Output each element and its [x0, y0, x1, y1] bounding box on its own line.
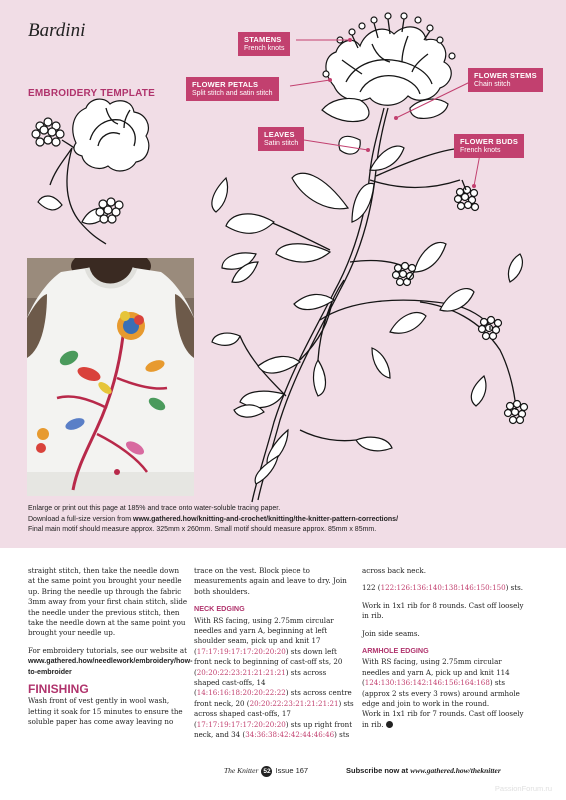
col2-p2-m: ) sts	[334, 730, 350, 740]
label-petals	[186, 77, 279, 101]
col1-paragraph-2	[28, 645, 193, 677]
note-download-prefix: Download a full-size version from	[28, 515, 134, 523]
bud-cluster-4	[505, 401, 528, 424]
label-stems-name: FLOWER STEMS	[474, 71, 537, 80]
finishing-heading: FINISHING	[28, 682, 89, 697]
label-stems-stitch: Chain stitch	[474, 81, 511, 88]
col2-p2-f: 14:16:16:18:20:20:22:22	[196, 688, 286, 698]
label-stamens	[238, 32, 290, 56]
note-download	[28, 515, 548, 526]
label-stems	[468, 68, 543, 92]
label-buds-stitch: French knots	[460, 147, 501, 154]
col3-p2-a: 122 (	[362, 583, 381, 593]
col2-paragraph-1: trace on the vest. Block piece to measurements again and leave to dry. Join both shoulders.	[194, 566, 347, 596]
col2-p2-k: ) sts up right front neck, and 34 (	[194, 719, 353, 740]
col3-p2-c: ) sts.	[505, 583, 524, 593]
watermark: PassionForum.ru	[494, 784, 552, 793]
neck-edging-heading: NECK EDGING	[194, 604, 245, 614]
section-heading: EMBROIDERY TEMPLATE	[28, 88, 155, 99]
column-1	[28, 566, 193, 735]
label-buds-name: FLOWER BUDS	[460, 137, 519, 146]
footer-issue-number: Issue 167	[275, 766, 309, 775]
vest-photo	[27, 258, 194, 496]
col3-p5-c: ) sts (approx 2 sts every 3 rows) around armhole edge and join to work in the round.	[362, 678, 520, 709]
label-leaves-stitch: Satin stitch	[264, 140, 299, 147]
col3-paragraph-5	[362, 657, 530, 709]
bud-cluster-1	[455, 187, 479, 211]
end-mark-icon	[386, 721, 393, 728]
col2-p2-a: With RS facing, using 2.75mm circular needles and yarn A, beginning at left shoulder seam, pick up and knit 17 (	[194, 615, 334, 656]
col2-p2-j: 17:17:19:17:17:20:20:20	[196, 719, 286, 729]
col1-paragraph-3: Wash front of vest gently in wool wash, letting it soak for 15 minutes to ensure the soluble paper has come away leaving no	[28, 696, 183, 727]
col2-p2-e: ) sts across shaped cast-offs, 14 (	[194, 667, 327, 698]
col2-paragraph-2	[194, 616, 354, 741]
label-petals-name: FLOWER PETALS	[192, 80, 259, 89]
col1-p2-prefix: For embroidery tutorials, see our website at	[28, 645, 187, 655]
col2-p2-b: 17:17:19:17:17:20:20:20	[196, 646, 286, 656]
page-title: Bardini	[28, 20, 86, 41]
footer-issue	[224, 766, 308, 777]
column-3	[362, 566, 530, 737]
col2-p2-l: 34:36:38:42:42:44:46:46	[245, 730, 335, 740]
subscribe-link[interactable]: www.gathered.how/theknitter	[410, 766, 501, 775]
footer-magazine: The Knitter	[224, 766, 259, 775]
col3-paragraph-4: Join side seams.	[362, 628, 420, 638]
col3-paragraph-2	[362, 583, 530, 593]
col3-p2-b: 122:126:136:140:138:146:150:150	[380, 583, 506, 593]
label-buds	[454, 134, 524, 158]
label-stamens-stitch: French knots	[244, 45, 285, 52]
page-number: 52	[263, 768, 271, 775]
col2-p2-h: 20:20:22:23:21:21:21:21	[249, 698, 339, 708]
col3-p5-b: 124:130:136:142:146:156:164:168	[364, 678, 490, 688]
col3-p5-a: With RS facing, using 2.75mm circular needles and yarn A, pick up and knit 114 (	[362, 657, 510, 688]
tutorial-link[interactable]: www.gathered.how/needlework/embroidery/how-to-embroider	[28, 657, 193, 676]
label-leaves-name: LEAVES	[264, 130, 295, 139]
col3-paragraph-1: across back neck.	[362, 566, 426, 575]
label-leaves	[258, 127, 304, 151]
col2-p2-g: ) sts across centre front neck, 20 (	[194, 688, 352, 708]
col3-paragraph-6	[362, 709, 530, 730]
column-2	[194, 566, 354, 748]
subscribe-prefix: Subscribe now at	[346, 766, 411, 775]
col1-paragraph-1: straight stitch, then take the needle down at the same point you brought your needle up. Bring the needle up through the fabric 3mm away from your first chain stitch, slide the needle under the previous stitch, then take the needle down at the same point you brought your needle up.	[28, 566, 188, 638]
template-notes	[28, 504, 548, 536]
note-enlarge: Enlarge or print out this page at 185% and trace onto water-soluble tracing paper.	[28, 505, 281, 512]
label-petals-stitch: Split stitch and satin stitch	[192, 90, 273, 97]
col3-p6-text: Work in 1x1 rib for 7 rounds. Cast off loosely in rib.	[362, 709, 524, 729]
footer-subscribe	[346, 766, 501, 775]
label-stamens-name: STAMENS	[244, 35, 282, 44]
col2-p2-c: ) sts down left front neck to beginning of cast-off sts, 20 (	[194, 646, 343, 677]
col2-p2-i: ) sts across shaped cast-offs, 17 (	[194, 698, 354, 729]
armhole-edging-heading: ARMHOLE EDGING	[362, 646, 429, 656]
col3-paragraph-3: Work in 1x1 rib for 8 rounds. Cast off loosely in rib.	[362, 600, 524, 621]
note-size: Final main motif should measure approx. 325mm x 260mm. Small motif should measure approx. 85mm x 85mm.	[28, 526, 377, 533]
download-link[interactable]: www.gathered.how/knitting-and-crochet/knitting/the-knitter-pattern-corrections/	[133, 515, 399, 523]
small-motif	[32, 99, 149, 244]
col2-p2-d: 20:20:22:23:21:21:21:21	[196, 667, 286, 677]
